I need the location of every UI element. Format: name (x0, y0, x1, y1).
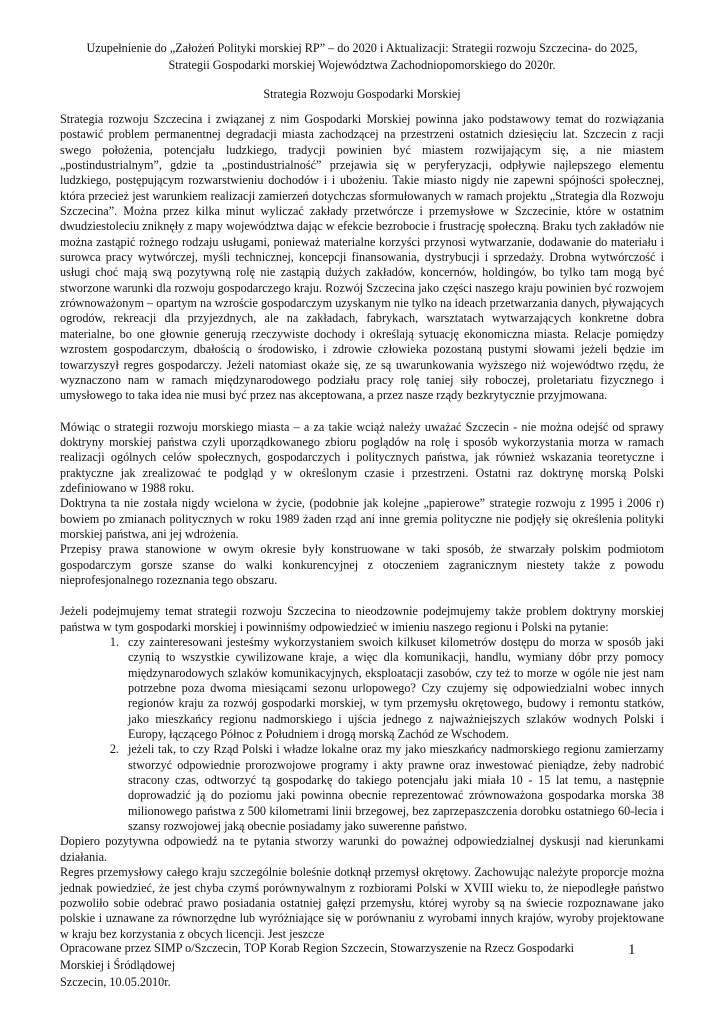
page-number: 1 (628, 942, 636, 958)
question-list (60, 635, 664, 834)
footer-line-1: Opracowane przez SIMP o/Szczecin, TOP Korab Region Szczecin, Stowarzyszenie na Rzecz Gospodarki (60, 941, 575, 955)
paragraph: Dopiero pozytywna odpowiedź na te pytania stworzy warunki do poważnej odpowiedzialnej dyskusji nad kierunkami działania. (60, 834, 664, 864)
document-title: Strategia Rozwoju Gospodarki Morskiej (263, 87, 461, 101)
paragraph: Jeżeli podejmujemy temat strategii rozwoju Szczecina to nieodzownie podejmujemy także problem doktryny morskiej państwa w tym gospodarki morskiej i powinniśmy odpowiedzieć w imieniu naszego regionu i Polski na pytanie: (60, 604, 664, 634)
footer-line-2: Morskiej i Śródlądowej (60, 958, 176, 972)
paragraph: Przepisy prawa stanowione w owym okresie były konstruowane w taki sposób, że stwarzały polskim podmiotom gospodarczym gorsze szanse do walki konkurencyjnej z otoczeniem zagranicznym niestety także z powodu nieprofesjonalnego rozeznania tego obszaru. (60, 542, 664, 587)
list-item: 1. czy zainteresowani jesteśmy wykorzystaniem swoich kilkuset kilometrów dostępu do morza w sposób jaki czynią to wszystkie cywilizowane kraje, a więc dla komunikacji, handlu, wymiany dóbr przy pomocy międzynarodowych szlaków komunikacyjnych, eksploatacji zasobów, czy też to morze w ogóle nie jest nam potrzebne poza dwoma miesiącami sezonu urlopowego? Czy czujemy się odpowiedzialni wobec innych regionów kraju za rozwój gospodarki morskiej, w tym przemysłu okrętowego, budowy i remontu statków, jako mieszkańcy regionu nadmorskiego i ujścia jednego z najważniejszych szlaków wodnych Polski i Europy, łączącego Północ z Południem i drogą morską Zachód ze Wschodem. (122, 635, 664, 742)
header-line-1: Uzupełnienie do „Założeń Polityki morskiej RP” – do 2020 i Aktualizacji: Strategii rozwoju Szczecina- do 2025, (86, 41, 638, 55)
paragraph: Strategia rozwoju Szczecina i związanej z nim Gospodarki Morskiej powinna jako podstawowy temat do rozwiązania postawić problem permanentnej degradacji miasta zachodzącej na przestrzeni ostatnich dziesięciu lat. Szczecin z racji swego położenia, potencjału ludzkiego, tradycji powinien być miastem rozwijającym się, a nie miastem „postindustrialnym”, gdzie ta „postindustrialność” przejawia się w peryferyzacji, odpływie najlepszego elementu ludzkiego, postępującym rozwarstwieniu dochodów i i ubożeniu. Takie miasto nigdy nie zapewni spójności społecznej, która przecież jest warunkiem realizacji zamierzeń dotychczas sformułowanych w ramach projektu „Strategia dla Rozwoju Szczecina”. Można przez kilka minut wyliczać zakłady przetwórcze i przemysłowe w Szczecinie, które w ostatnim dwudziestoleciu zniknęły z mapy województwa dając w efekcie bezrobocie i frustrację społeczną. Braku tych zakładów nie można zastąpić rożnego rodzaju usługami, ponieważ materialne korzyści przynosi wytwarzanie, dodawanie do materiału i surowca pracy wytwórczej, myśli technicznej, koncepcji finansowania, dystrybucji i sprzedaży. Drobna wytwórczość i usługi choć mają swą pozytywną rolę nie zastąpią dużych zakładów, koncernów, holdingów, bo tylko tam mogą być stworzone warunki dla rozwoju gospodarczego kraju. Rozwój Szczecina jako części naszego kraju powinien być rozwojem zrównoważonym – opartym na wzroście gospodarczym uzyskanym nie tylko na ideach przetwarzania danych, pływających ogrodów, rekreacji dla przyjezdnych, ale na zakładach, fabrykach, warsztatach wytwarzających konkretne dobra materialne, bo one głownie generują rzeczywiste dochody i określają sytuację ekonomiczna miasta. Relacje pomiędzy wzrostem gospodarczym, dbałością o środowisko, i zdrowie człowieka pozostaną pustymi słowami jeżeli będzie im towarzyszył regres gospodarczy. Jeżeli natomiast okaże się, ze są uwarunkowania wyższego niż wojewódtwo rzędu, że wyznaczono nam w ramach międzynarodowego podziału pracy rolę taniej siły roboczej, proletariatu fizycznego i umysłowego to taka idea nie musi być przez nas akceptowana, a przez nasze rządy bezkrytycznie przyjmowana. (60, 112, 664, 403)
footer-line-3: Szczecin, 10.05.2010r. (60, 975, 171, 989)
document-body (60, 112, 664, 942)
paragraph: Mówiąc o strategii rozwoju morskiego miasta – a za takie wciąż należy uważać Szczecin - nie można odejść od sprawy doktryny morskiej państwa czyli uporządkowanego zbioru poglądów na rolę i sposób wykorzystania morza w ramach realizacji ogólnych celów społecznych, gospodarczych i politycznych państwa, jak również wskazania teoretyczne i praktyczne jak zrealizować te podgląd y w określonym czasie i przestrzeni. Ostatni raz doktrynę morską Polski zdefiniowano w 1988 roku. (60, 419, 664, 495)
document-header (60, 40, 664, 74)
list-item: 2. jeżeli tak, to czy Rząd Polski i władze lokalne oraz my jako mieszkańcy nadmorskiego regionu zamierzamy stworzyć odpowiednie prorozwojowe programy i akty prawne oraz inwestować pieniądze, żeby nadrobić stracony czas, odtworzyć tą gospodarkę do takiego potencjału jaki miała 10 - 15 lat temu, a następnie doprowadzić ją do poziomu jaki powinna obecnie reprezentować zrównoważona gospodarka morska 38 milionowego państwa z 500 kilometrami linii brzegowej, bez zaprzepaszczenia dorobku ostatniego 60-lecia i szansy rozwojowej jaką obecnie posiadamy jako suwerenne państwo. (122, 742, 664, 834)
paragraph: Regres przemysłowy całego kraju szczególnie boleśnie dotknął przemysł okrętowy. Zachowując należyte proporcje można jednak powiedzieć, że jest chyba czymś porównywalnym z rozbiorami Polski w XVIII wieku to, że niepodległe państwo pozwoliło sobie odebrać prawo posiadania ostatniej gałęzi przemysłu, której wyroby są na świecie rozpoznawane jako polskie i uznawane za równorzędne lub wyróżniające się w porównaniu z wyrobami innych krajów, wyroby projektowane w kraju bez korzystania z obcych licencji. Jest jeszcze (60, 865, 664, 941)
paragraph: Doktryna ta nie została nigdy wcielona w życie, (podobnie jak kolejne „papierowe” strategie rozwoju z 1995 i 2006 r) bowiem po zmianach politycznych w roku 1989 żaden rząd ani inne gremia polityczne nie podjęły się określenia polityki morskiej państwa, ani jej wdrożenia. (60, 496, 664, 541)
document-footer (60, 940, 620, 991)
header-line-2: Strategii Gospodarki morskiej Województwa Zachodniopomorskiego do 2020r. (168, 58, 556, 72)
